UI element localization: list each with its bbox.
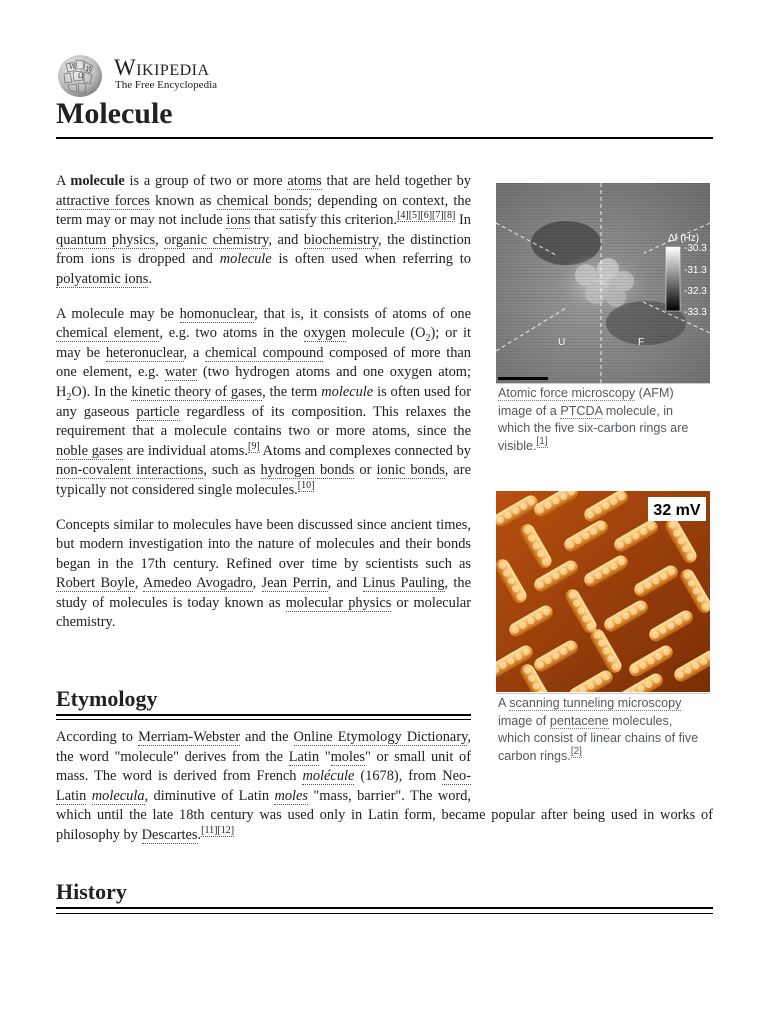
globe-icon [56, 54, 104, 98]
link-chemical-bonds[interactable]: chemical bonds [216, 192, 309, 209]
paragraph-2: A molecule may be homonuclear, that is, it consists of atoms of one chemical element, e.g. two atoms in the oxygen molecule $(O_2)$; or it may be heteronuclear, a chemical compound composed of more than one element, e.g. water (two hydrogen atoms and one oxygen atom; $H_2O$). In the kinetic theory of gases, the term molecule is often used for any gaseous particle regardless of its composition. This relaxes the requirement that a molecule contains two or more atoms, since the noble gases are individual atoms.[9] Atoms and complexes connected by non-covalent interactions, such as hydrogen bonds or ionic bonds, are typically not considered single molecules.[10] [56, 305, 472, 498]
link-latin[interactable]: Latin [288, 748, 320, 765]
link-ions[interactable]: ions [226, 212, 251, 229]
colorbar-tick: -32.3 [684, 286, 707, 297]
voltage-label: 32 mV [653, 502, 701, 519]
link-merriam-webster[interactable]: Merriam-Webster [138, 729, 240, 745]
wordmark[interactable]: Wikipedia [114, 55, 210, 80]
page-title: Molecule [56, 97, 173, 130]
link-heteronuclear[interactable]: heteronuclear [105, 344, 184, 361]
link-linus-pauling[interactable]: Linus Pauling [362, 575, 445, 592]
ref-1[interactable]: [1] [536, 436, 548, 448]
ref-9[interactable]: [9] [248, 440, 260, 452]
link-polyatomic-ions[interactable]: polyatomic ions [56, 270, 149, 287]
label-u: U [558, 337, 566, 348]
link-afm[interactable]: Atomic force microscopy [498, 386, 636, 400]
link-biochemistry[interactable]: biochemistry [303, 231, 379, 248]
link-robert-boyle[interactable]: Robert Boyle [56, 575, 135, 592]
history-heading: History [56, 879, 127, 904]
link-neo-latin[interactable]: Neo-Latin [56, 768, 471, 804]
etymology-underline-thin [56, 719, 471, 720]
intro-text [56, 172, 471, 648]
link-ionic-bonds[interactable]: ionic bonds [376, 462, 445, 479]
stm-image[interactable] [496, 491, 710, 692]
link-amedeo-avogadro[interactable]: Amedeo Avogadro [142, 575, 253, 592]
link-organic-chemistry[interactable]: organic chemistry [164, 231, 269, 248]
link-molecule-french[interactable]: molécule [302, 768, 355, 785]
history-underline [56, 907, 713, 909]
svg-text:W: W [69, 63, 77, 71]
link-noble-gases[interactable]: noble gases [56, 442, 123, 459]
figure1-caption: Atomic force microscopy (AFM) image of a PTCDA molecule, in which the five six-carbon rings are visible.[1] [498, 386, 689, 453]
afm-image[interactable] [496, 183, 710, 383]
title-underline [56, 137, 713, 139]
link-molecula[interactable]: molecula [91, 787, 145, 804]
history-underline-thin [56, 913, 713, 914]
link-chemical-compound[interactable]: chemical compound [204, 344, 324, 361]
label-f: F [638, 337, 645, 348]
paragraph-3: Concepts similar to molecules have been discussed since ancient times, but modern investigation into the nature of molecules and their bonds began in the 17th century. Refined over time by scientists such as Robert Boyle, Amedeo Avogadro, Jean Perrin, and Linus Pauling, the study of molecules is today known as molecular physics or molecular chemistry. [56, 516, 472, 631]
link-hydrogen-bonds[interactable]: hydrogen bonds [260, 462, 355, 479]
etymology-heading: Etymology [56, 686, 158, 711]
link-ptcda[interactable]: PTCDA [560, 403, 603, 418]
link-oxygen[interactable]: oxygen [303, 325, 346, 342]
etymology-text: According to Merriam-Webster and the Online Etymology Dictionary, the word "molecule" derives from the Latin "moles" or small unit of mass. The word is derived from French molécule (1678), from Neo-Latin molecula, diminutive of Latin moles "mass, barrier". The word, which until the late 18th century was used only in Latin form, became popular after being used in works of philosophy by Descartes.[11][12] [56, 729, 713, 843]
ref-4-8[interactable]: [4][5][6][7][8] [397, 210, 456, 222]
link-stm[interactable]: scanning tunneling microscopy [509, 696, 682, 710]
link-water[interactable]: water [164, 364, 197, 381]
link-atoms[interactable]: atoms [287, 173, 322, 189]
ref-2[interactable]: [2] [570, 746, 582, 758]
link-jean-perrin[interactable]: Jean Perrin [261, 575, 328, 592]
link-quantum-physics[interactable]: quantum physics [56, 231, 156, 248]
link-attractive-forces[interactable]: attractive forces [56, 192, 150, 209]
wikipedia-logo[interactable] [56, 54, 104, 98]
colorbar-tick: -30.3 [684, 243, 707, 254]
link-moles[interactable]: moles [330, 748, 365, 765]
svg-text:И: И [86, 66, 92, 73]
svg-text:Ω: Ω [78, 72, 84, 80]
colorbar-tick: -31.3 [684, 265, 707, 276]
paragraph-1: A molecule is a group of two or more atoms that are held together by attractive forces known as chemical bonds; depending on context, the term may or may not include ions that satisfy this criterion.[4][5][6][7][8] In quantum physics, organic chemistry, and biochemistry, the distinction from ions is dropped and molecule is often used when referring to polyatomic ions. [56, 173, 472, 287]
ref-11-12[interactable]: [11][12] [201, 825, 235, 837]
scale-bar [498, 377, 548, 380]
figure2-caption: A scanning tunneling microscopy image of pentacene molecules, which consist of linear chains of five carbon rings.[2] [498, 696, 699, 763]
figure1-border [496, 383, 710, 384]
link-kinetic-theory-of-gases[interactable]: kinetic theory of gases [131, 383, 263, 400]
etymology-underline [56, 714, 471, 716]
link-chemical-element[interactable]: chemical element [56, 325, 160, 342]
figure2-border [496, 693, 710, 694]
link-homonuclear[interactable]: homonuclear [179, 305, 255, 322]
link-particle[interactable]: particle [136, 403, 180, 420]
link-non-covalent-interactions[interactable]: non-covalent interactions [56, 462, 204, 479]
link-descartes[interactable]: Descartes [141, 826, 198, 843]
colorbar-title: Δf (Hz) [668, 233, 700, 244]
link-pentacene[interactable]: pentacene [549, 713, 609, 728]
link-molecular-physics[interactable]: molecular physics [285, 594, 392, 611]
tagline: The Free Encyclopedia [115, 79, 218, 91]
colorbar-tick: -33.3 [684, 307, 707, 318]
ref-10[interactable]: [10] [297, 480, 315, 492]
link-online-etymology-dictionary[interactable]: Online Etymology Dictionary [293, 729, 468, 745]
link-moles-latin[interactable]: moles [274, 787, 309, 804]
